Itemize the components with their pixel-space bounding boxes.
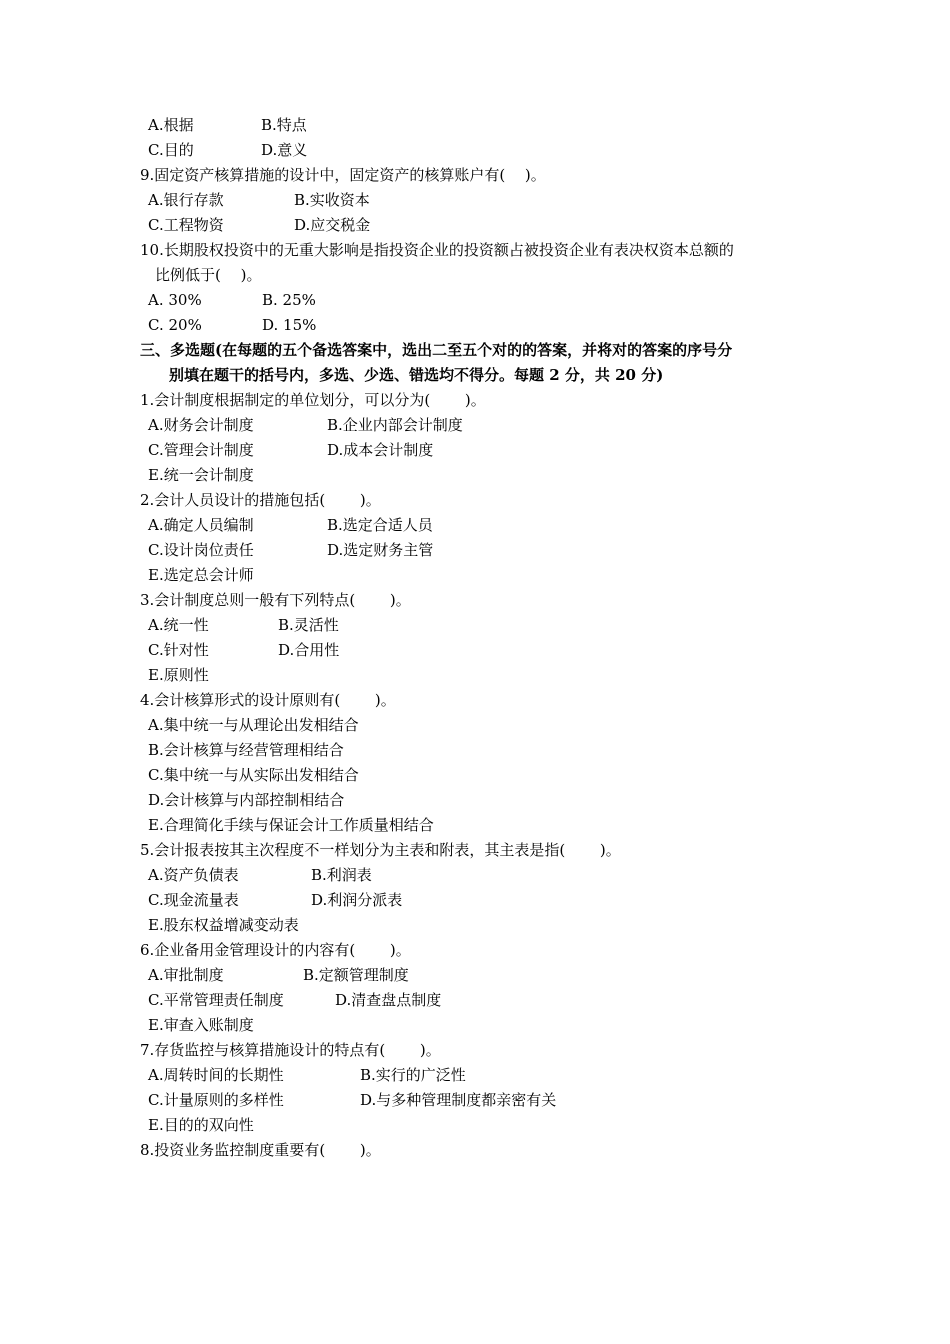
option-text: C.管理会计制度: [148, 441, 254, 459]
option-text: D.选定财务主管: [327, 541, 434, 559]
section-heading: [0, 363, 950, 388]
option-text: D.成本会计制度: [327, 441, 434, 459]
option-line: [0, 638, 950, 663]
option-line: [0, 988, 950, 1013]
option-line: [0, 438, 950, 463]
option-text: D.清查盘点制度: [335, 991, 442, 1009]
option-text: A. 30%: [148, 291, 202, 309]
option-text: A.确定人员编制: [148, 516, 254, 534]
option-line: [0, 188, 950, 213]
option-text: D.会计核算与内部控制相结合: [148, 791, 345, 809]
option-text: D.应交税金: [294, 216, 371, 234]
option-text: E.合理简化手续与保证会计工作质量相结合: [148, 816, 434, 834]
option-line: [0, 813, 950, 838]
option-line: [0, 663, 950, 688]
option-line: [0, 863, 950, 888]
question-text: 5.会计报表按其主次程度不一样划分为主表和附表，其主表是指( )。: [140, 841, 621, 859]
option-text: B.实收资本: [294, 191, 370, 209]
question-line: [0, 1038, 950, 1063]
option-text: B.定额管理制度: [303, 966, 409, 984]
option-text: B.会计核算与经营管理相结合: [148, 741, 344, 759]
option-text: D.意义: [261, 141, 308, 159]
option-text: C.平常管理责任制度: [148, 991, 284, 1009]
option-text: C.计量原则的多样性: [148, 1091, 284, 1109]
question-line: [0, 938, 950, 963]
option-text: E.目的的双向性: [148, 1116, 254, 1134]
option-text: B.利润表: [311, 866, 372, 884]
option-line: [0, 1063, 950, 1088]
option-text: E.原则性: [148, 666, 209, 684]
question-text: 10.长期股权投资中的无重大影响是指投资企业的投资额占被投资企业有表决权资本总额的: [140, 241, 734, 259]
option-text: E.选定总会计师: [148, 566, 254, 584]
option-text: C.针对性: [148, 641, 209, 659]
option-line: [0, 288, 950, 313]
question-text: 9.固定资产核算措施的设计中，固定资产的核算账户有( )。: [140, 166, 546, 184]
option-text: B.实行的广泛性: [360, 1066, 466, 1084]
option-line: [0, 538, 950, 563]
question-line: [0, 838, 950, 863]
option-text: E.统一会计制度: [148, 466, 254, 484]
option-text: A.资产负债表: [148, 866, 239, 884]
option-text: E.审查入账制度: [148, 1016, 254, 1034]
option-text: D.合用性: [278, 641, 340, 659]
option-line: [0, 413, 950, 438]
option-line: [0, 713, 950, 738]
question-line: [0, 688, 950, 713]
question-text: 2.会计人员设计的措施包括( )。: [140, 491, 381, 509]
option-text: C.目的: [148, 141, 194, 159]
question-text: 1.会计制度根据制定的单位划分，可以分为( )。: [140, 391, 486, 409]
option-line: [0, 913, 950, 938]
option-line: [0, 513, 950, 538]
option-text: A.集中统一与从理论出发相结合: [148, 716, 359, 734]
question-line: [0, 163, 950, 188]
section-heading-text: 三、多选题(在每题的五个备选答案中，选出二至五个对的的答案，并将对的答案的序号分: [140, 341, 733, 359]
question-line: [0, 588, 950, 613]
option-text: C.工程物资: [148, 216, 224, 234]
question-line: [0, 388, 950, 413]
option-line: [0, 763, 950, 788]
option-text: A.银行存款: [148, 191, 224, 209]
option-text: D. 15%: [262, 316, 317, 334]
option-text: E.股东权益增减变动表: [148, 916, 299, 934]
option-line: [0, 1113, 950, 1138]
option-line: [0, 463, 950, 488]
option-text: D.利润分派表: [311, 891, 403, 909]
option-line: [0, 1013, 950, 1038]
question-line: [0, 238, 950, 263]
option-line: [0, 313, 950, 338]
option-line: [0, 888, 950, 913]
option-text: D.与多种管理制度都亲密有关: [360, 1091, 557, 1109]
question-text: 7.存货监控与核算措施设计的特点有( )。: [140, 1041, 441, 1059]
question-text: 比例低于( )。: [155, 266, 262, 284]
option-text: B.企业内部会计制度: [327, 416, 463, 434]
option-line: [0, 113, 950, 138]
question-line: [0, 488, 950, 513]
option-line: [0, 138, 950, 163]
option-line: [0, 1088, 950, 1113]
option-text: C.设计岗位责任: [148, 541, 254, 559]
option-line: [0, 738, 950, 763]
option-text: A.财务会计制度: [148, 416, 254, 434]
section-heading-text: 别填在题干的括号内，多选、少选、错选均不得分。每题 2 分，共 20 分): [169, 366, 664, 384]
question-text: 4.会计核算形式的设计原则有( )。: [140, 691, 396, 709]
section-heading: [0, 338, 950, 363]
option-text: C. 20%: [148, 316, 202, 334]
option-line: [0, 563, 950, 588]
question-line: [0, 1138, 950, 1163]
question-text: 3.会计制度总则一般有下列特点( )。: [140, 591, 411, 609]
option-text: B.特点: [261, 116, 307, 134]
option-text: B. 25%: [262, 291, 316, 309]
option-text: A.审批制度: [148, 966, 224, 984]
option-line: [0, 788, 950, 813]
question-line: [0, 263, 950, 288]
option-line: [0, 963, 950, 988]
option-line: [0, 213, 950, 238]
option-text: A.周转时间的长期性: [148, 1066, 284, 1084]
option-text: C.现金流量表: [148, 891, 239, 909]
option-text: B.选定合适人员: [327, 516, 433, 534]
option-line: [0, 613, 950, 638]
option-text: C.集中统一与从实际出发相结合: [148, 766, 359, 784]
question-text: 6.企业备用金管理设计的内容有( )。: [140, 941, 411, 959]
option-text: A.统一性: [148, 616, 209, 634]
option-text: B.灵活性: [278, 616, 339, 634]
question-text: 8.投资业务监控制度重要有( )。: [140, 1141, 381, 1159]
option-text: A.根据: [148, 116, 194, 134]
